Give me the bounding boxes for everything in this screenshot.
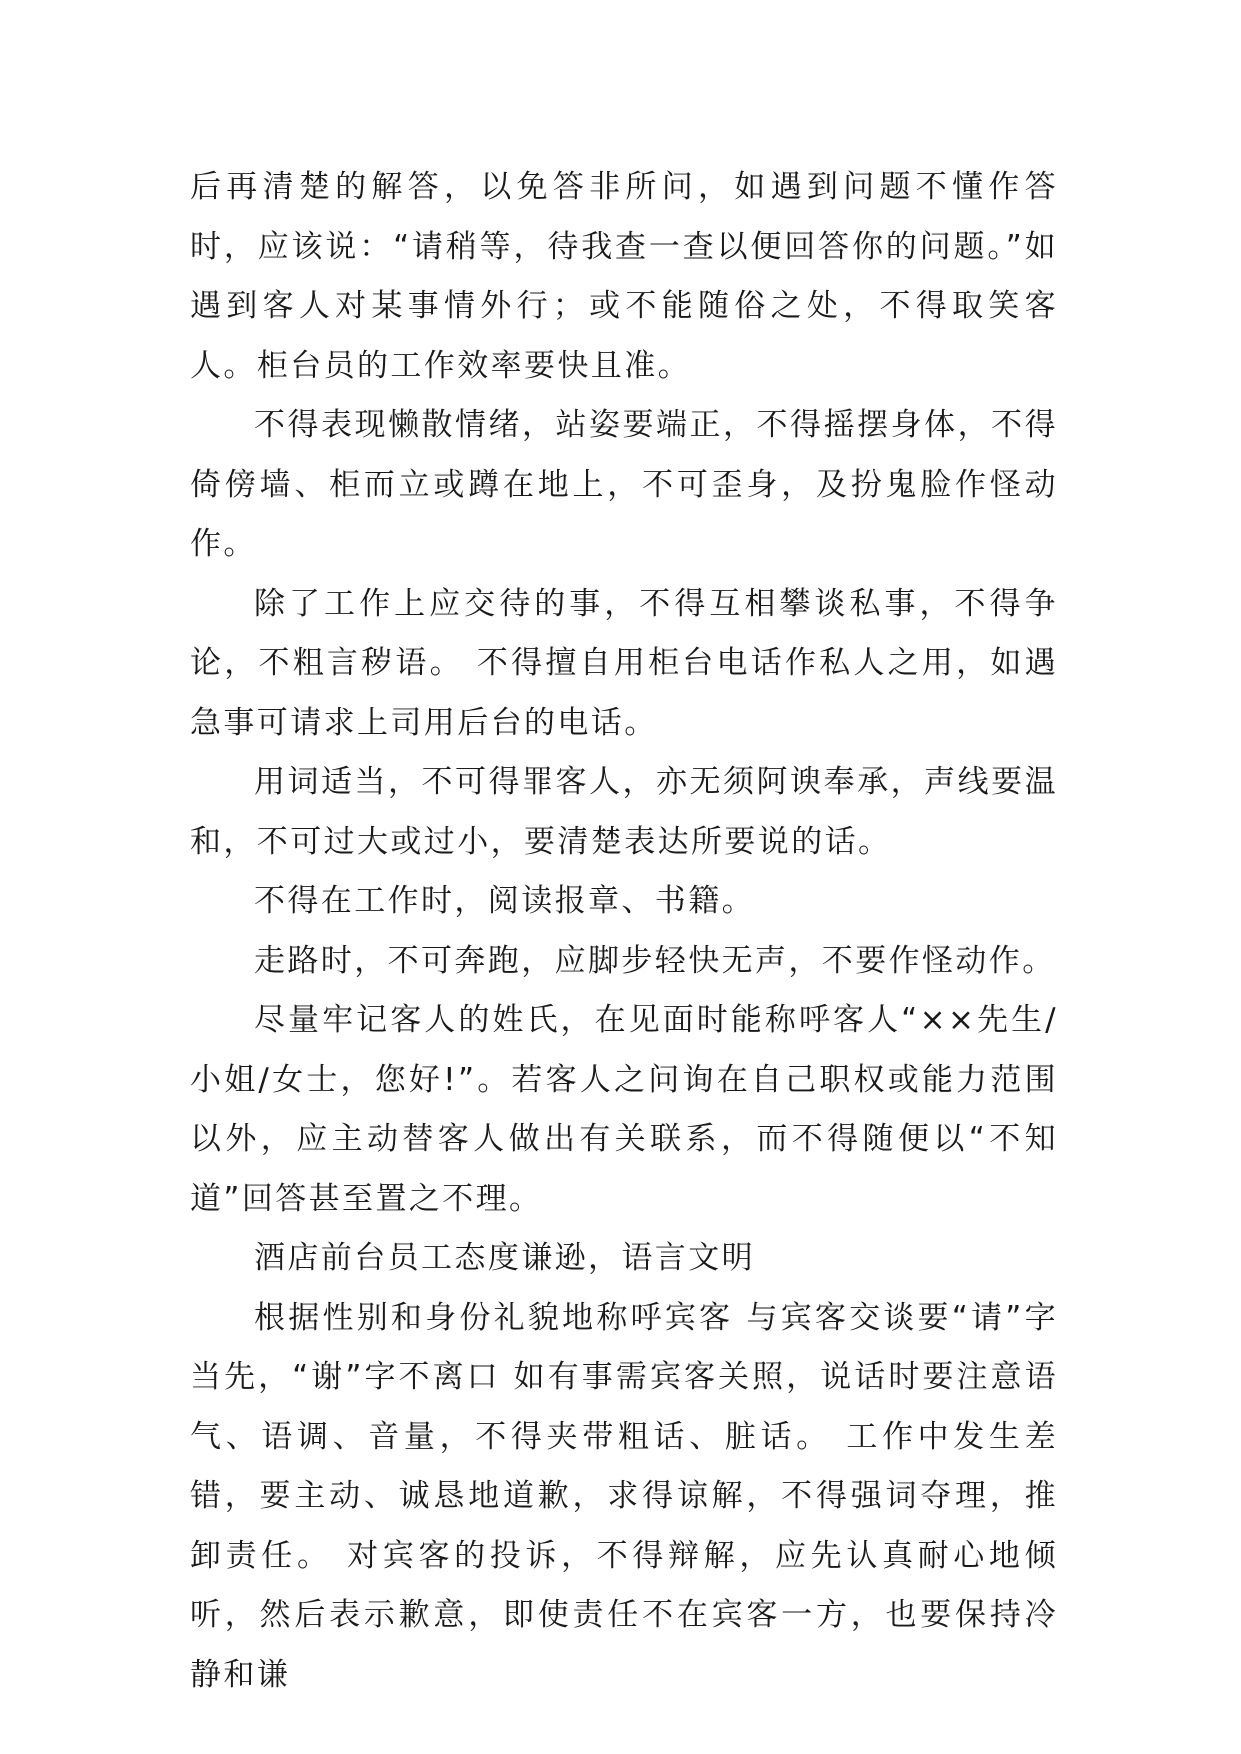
paragraph-2: 不得表现懒散情绪，站姿要端正，不得摇摆身体，不得倚傍墙、柜而立或蹲在地上，不可歪身，及扮鬼脸作怪动作。 bbox=[190, 407, 1058, 562]
paragraph-6: 走路时，不可奔跑，应脚步轻快无声，不要作怪动作。 bbox=[254, 942, 1056, 979]
paragraph-7: 尽量牢记客人的姓氏，在见面时能称呼客人“××先生/小姐/女士，您好!”。若客人之问询在自己职权或能力范围以外，应主动替客人做出有关联系，而不得随便以“不知道”回答甚至置之不理。 bbox=[190, 1002, 1058, 1217]
document-body bbox=[190, 158, 1058, 1705]
paragraph-9: 根据性别和身份礼貌地称呼宾客 与宾客交谈要“请”字当先，“谢”字不离口 如有事需宾客关照，说话时要注意语气、语调、音量，不得夹带粗话、脏话。 工作中发生差错，要主动、诚恳地道歉，求得谅解，不得强词夺理，推卸责任。 对宾客的投诉，不得辩解，应先认真耐心地倾听，然后表示歉意，即使责任不在宾客一方，也要保持冷静和谦 bbox=[190, 1299, 1058, 1693]
paragraph-5: 不得在工作时，阅读报章、书籍。 bbox=[254, 883, 755, 919]
paragraph-3: 除了工作上应交待的事，不得互相攀谈私事，不得争论，不粗言秽语。 不得擅自用柜台电话作私人之用，如遇急事可请求上司用后台的电话。 bbox=[190, 585, 1058, 741]
paragraph-1: 后再清楚的解答，以免答非所问，如遇到问题不懂作答时，应该说：“请稍等，待我查一查以便回答你的问题。”如遇到客人对某事情外行；或不能随俗之处，不得取笑客人。柜台员的工作效率要快且准。 bbox=[190, 169, 1058, 384]
paragraph-8-heading: 酒店前台员工态度谦逊，语言文明 bbox=[254, 1240, 755, 1276]
paragraph-4: 用词适当，不可得罪客人，亦无须阿谀奉承，声线要温和，不可过大或过小，要清楚表达所要说的话。 bbox=[190, 764, 1058, 860]
